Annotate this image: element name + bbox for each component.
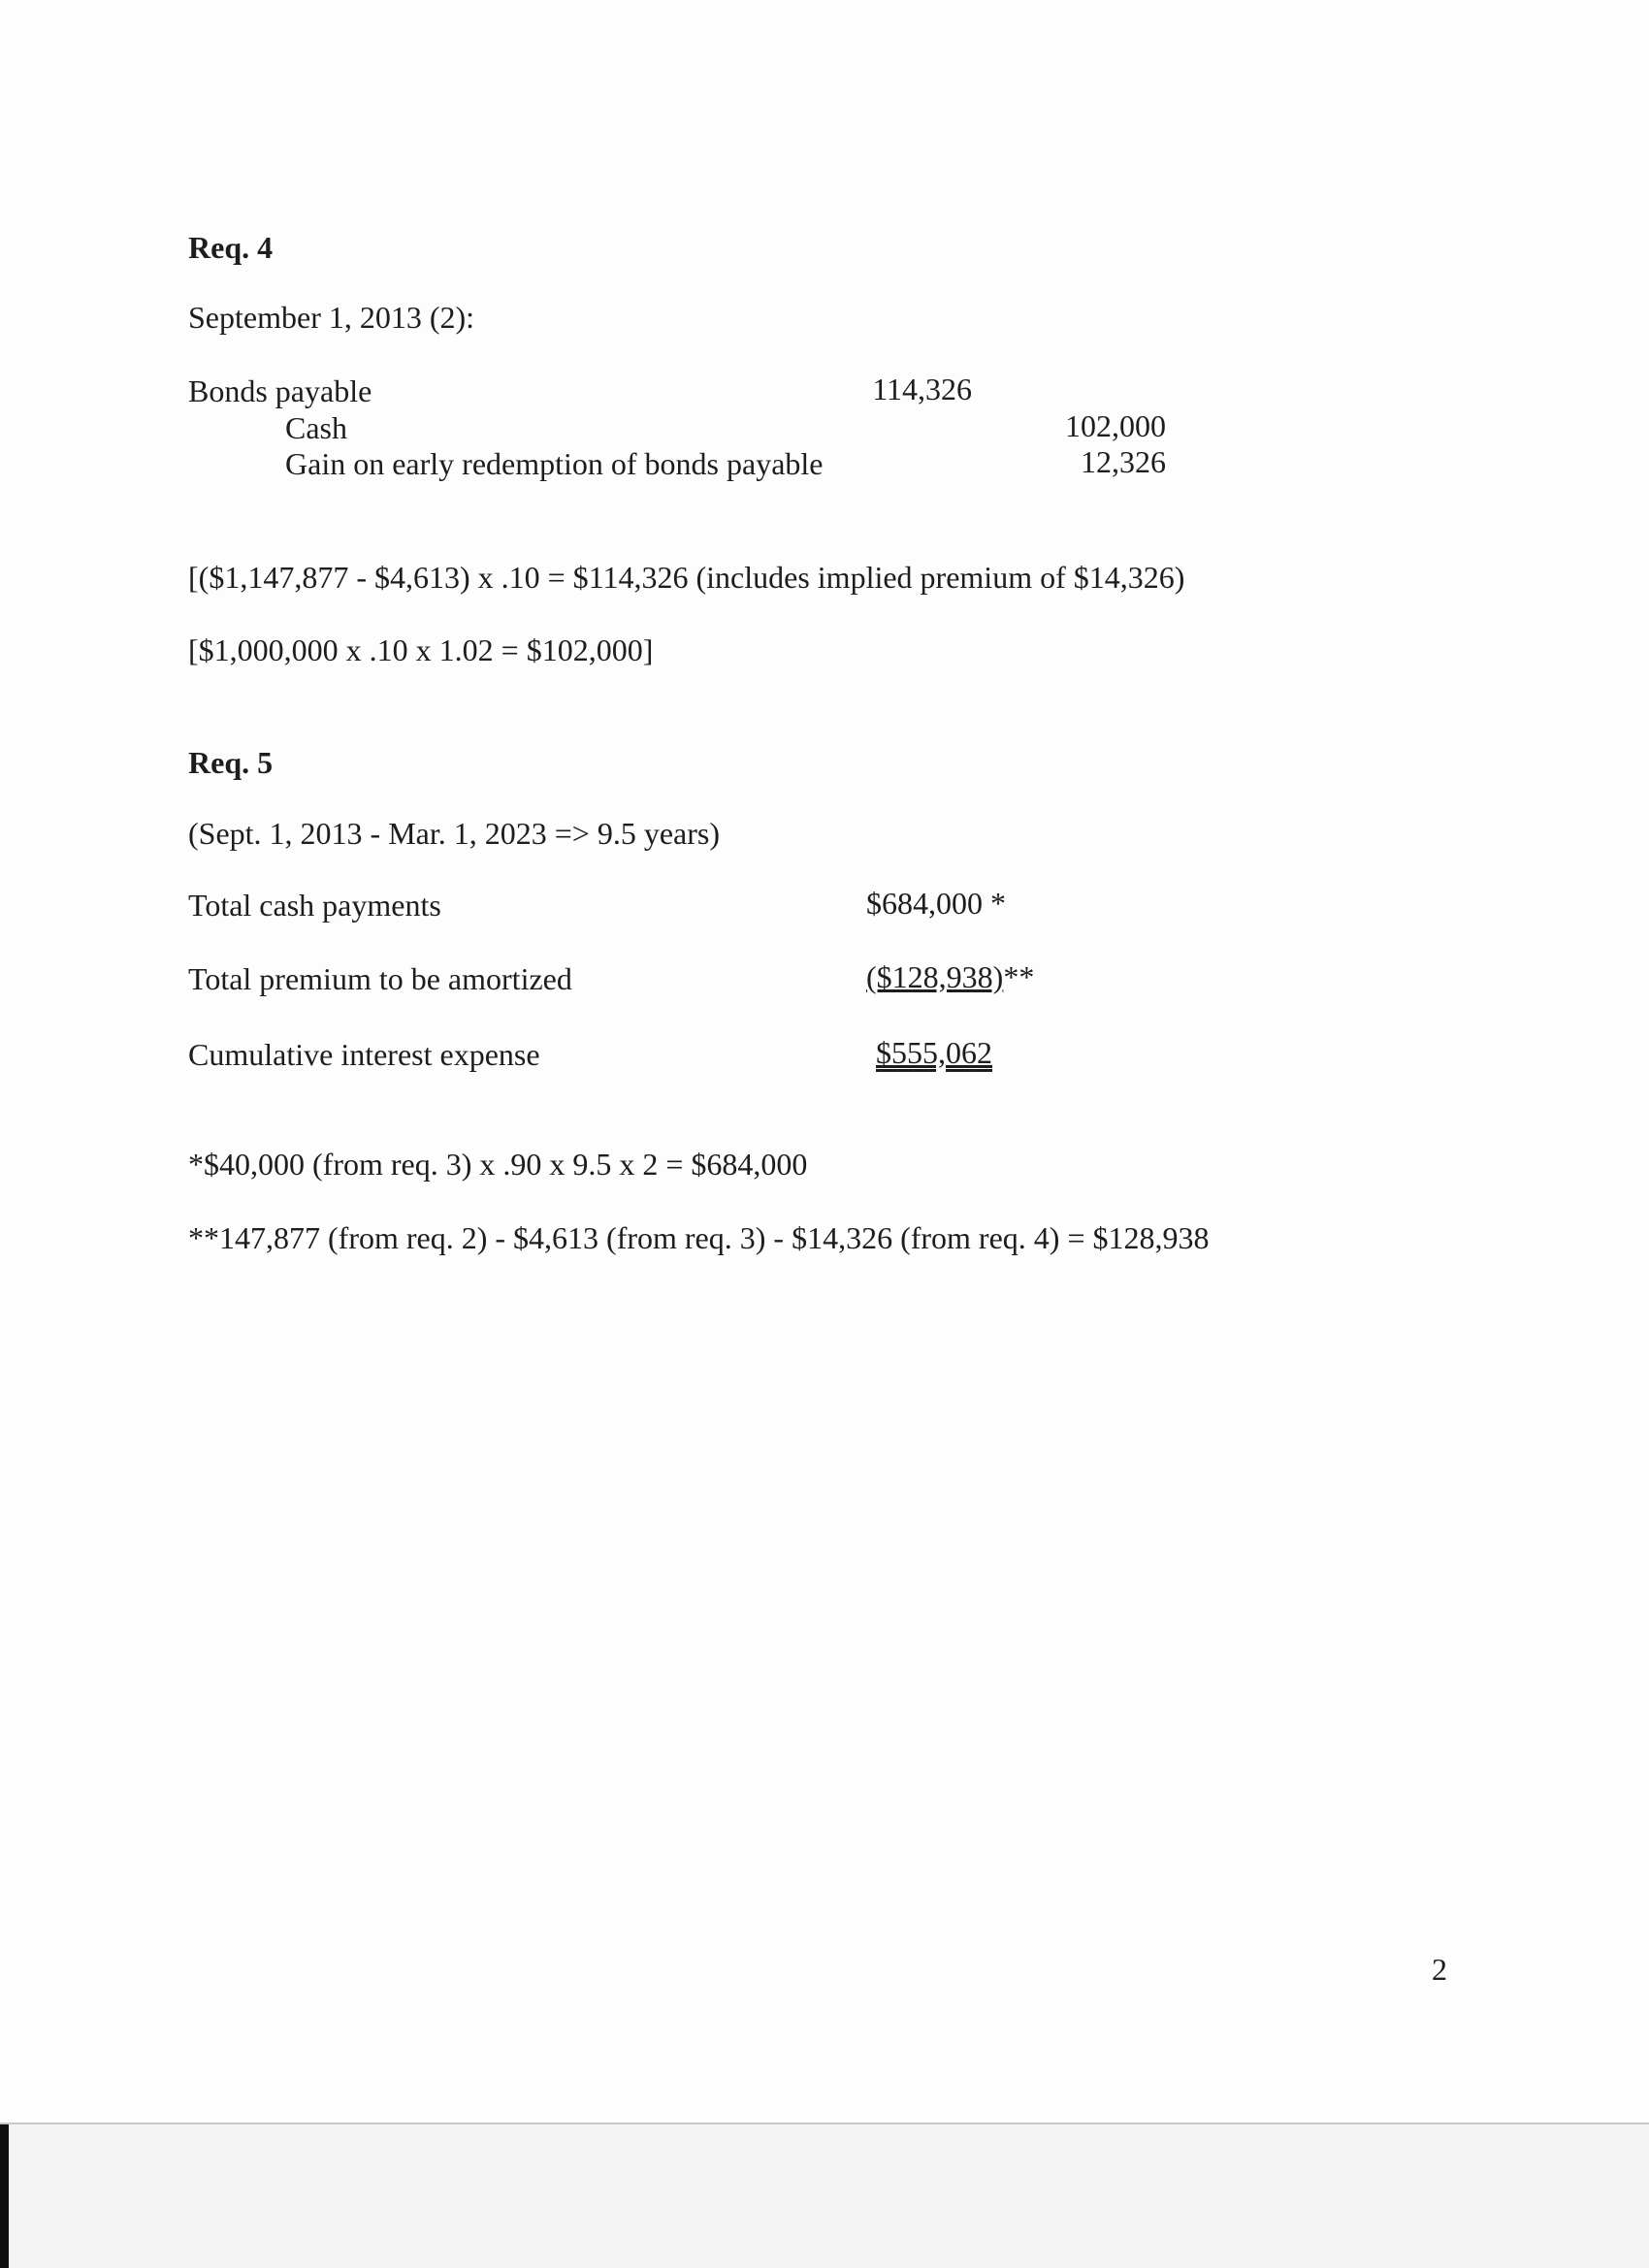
req4-calculation-2: [$1,000,000 x .10 x 1.02 = $102,000] — [188, 632, 654, 667]
total-premium-amount-group — [866, 958, 1034, 995]
footnote-double-star: **147,877 (from req. 2) - $4,613 (from req. 3) - $14,326 (from req. 4) = $128,938 — [188, 1220, 1210, 1255]
credit-account-gain: Gain on early redemption of bonds payable — [285, 446, 824, 481]
debit-account-label: Bonds payable — [188, 373, 372, 408]
req4-calculation-1: [($1,147,877 - $4,613) x .10 = $114,326 (includes implied premium of $14,326) — [188, 560, 1185, 595]
cumulative-interest-amount: $555,062 — [876, 1035, 992, 1070]
cumulative-interest-amount-group — [870, 1034, 992, 1071]
credit-amount-cash: 102,000 — [1065, 408, 1166, 443]
req4-heading: Req. 4 — [188, 230, 274, 265]
total-premium-amount: ($128,938) — [866, 959, 1004, 994]
credit-account-cash: Cash — [285, 410, 347, 445]
req4-date-line: September 1, 2013 (2): — [188, 300, 475, 335]
cumulative-interest-label: Cumulative interest expense — [188, 1037, 540, 1072]
total-premium-label: Total premium to be amortized — [188, 961, 572, 996]
footnote-single-star: *$40,000 (from req. 3) x .90 x 9.5 x 2 = $684,000 — [188, 1147, 808, 1182]
credit-amount-gain: 12,326 — [1081, 444, 1166, 479]
total-cash-payments-amount: $684,000 * — [866, 886, 1006, 921]
req5-heading: Req. 5 — [188, 745, 274, 780]
page-number: 2 — [1432, 1952, 1447, 1987]
total-cash-payments-label: Total cash payments — [188, 888, 441, 923]
req5-period: (Sept. 1, 2013 - Mar. 1, 2023 => 9.5 years) — [188, 816, 721, 851]
total-premium-footnote-mark: ** — [1003, 959, 1035, 994]
scan-margin — [0, 2124, 1649, 2268]
scan-edge-bar — [0, 2124, 9, 2268]
debit-amount: 114,326 — [872, 372, 972, 406]
